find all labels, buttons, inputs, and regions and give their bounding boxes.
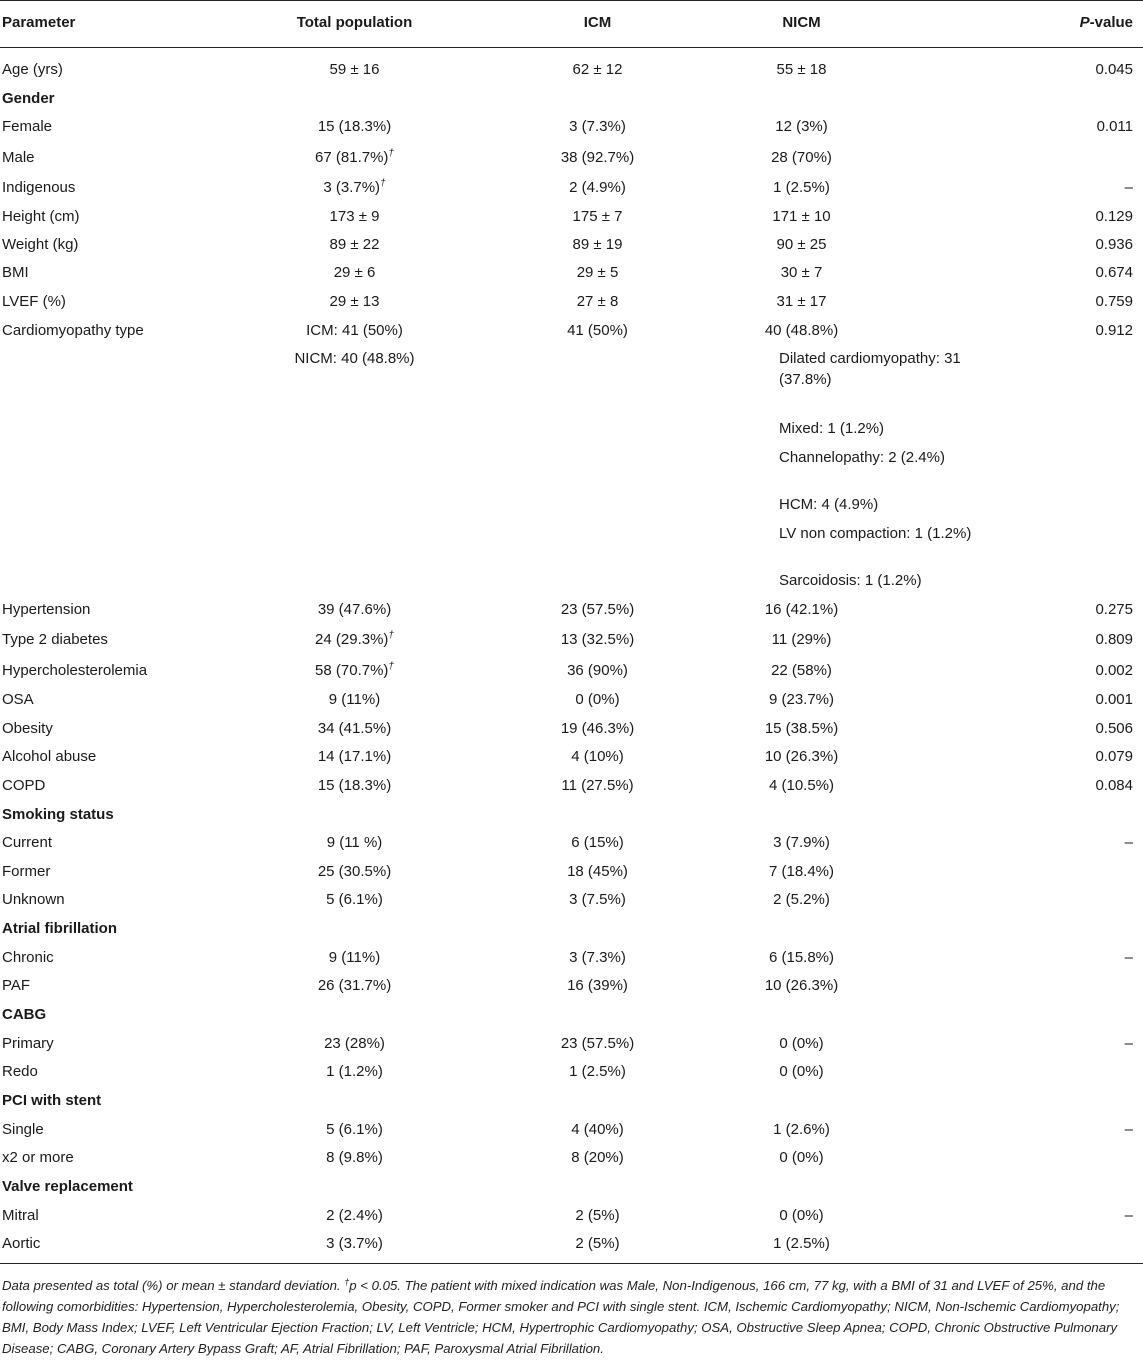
bottom-rule [0,1263,1143,1264]
icm-cell: 3 (7.5%) [569,891,626,908]
p-value-cell: 0.002 [1095,662,1133,679]
total-cell: NICM: 40 (48.8%) [294,350,415,367]
p-value-cell: 0.674 [1095,264,1133,281]
nicm-subtype-cell: Dilated cardiomyopathy: 31 (37.8%) [779,350,961,388]
total-cell: 173 ± 9 [329,208,380,225]
icm-cell: 2 (4.9%) [569,179,626,196]
section-heading: CABG [2,1006,47,1023]
total-cell: 3 (3.7%) [326,1235,383,1252]
p-value-cell: – [1124,1121,1133,1138]
icm-cell: 23 (57.5%) [560,1035,635,1052]
icm-cell: 36 (90%) [567,662,628,679]
total-value: 58 (70.7%) [315,662,389,679]
total-cell [250,660,459,681]
footnote-text-1: Data presented as total (%) or mean ± standard deviation. [2,1278,345,1293]
icm-cell: 3 (7.3%) [569,949,626,966]
footnote-text-2: p < 0.05. The patient with mixed indication was Male, Non-Indigenous, 166 cm, 77 kg, with a BMI of 31 and LVEF of 25%, and the following comorbidities: Hypertension, Hypercholesterolemia, Obesity, COPD, Former smoker and PCI with single stent. ICM, Ischemic Cardiomyopathy; NICM, Non-Ischemic Cardiomyopathy; BMI, Body Mass Index; LVEF, Left Ventricular Ejection Fraction; LV, Left Ventricle; HCM, Hypertrophic Cardiomyopathy; OSA, Obstructive Sleep Apnea; COPD, Chronic Obstructive Pulmonary Disease; CABG, Coronary Artery Bypass Graft; AF, Atrial Fibrillation; PAF, Paroxysmal Atrial Fibrillation. [2,1278,1120,1356]
nicm-cell: 6 (15.8%) [768,949,835,966]
p-value-cell: 0.084 [1095,777,1133,794]
parameter-cell: Height (cm) [2,208,80,225]
nicm-cell: 31 ± 17 [776,293,827,310]
nicm-subtype-cell: HCM: 4 (4.9%) [779,496,879,513]
parameter-cell: Weight (kg) [2,236,79,253]
parameter-cell: Indigenous [2,179,76,196]
parameter-cell: Redo [2,1063,38,1080]
total-value: 3 (3.7%) [323,179,381,196]
top-rule [0,0,1143,1]
parameter-cell: LVEF (%) [2,293,66,310]
parameter-cell: Cardiomyopathy type [2,322,144,339]
p-value-cell: – [1124,834,1133,851]
parameter-cell: Hypertension [2,601,91,618]
nicm-cell: 0 (0%) [779,1063,824,1080]
section-heading: PCI with stent [2,1092,102,1109]
icm-cell: 41 (50%) [567,322,628,339]
total-cell: 1 (1.2%) [326,1063,383,1080]
nicm-cell: 10 (26.3%) [764,748,839,765]
section-heading: Valve replacement [2,1178,133,1195]
parameter-cell: Hypercholesterolemia [2,662,148,679]
p-value-cell: 0.809 [1095,631,1133,648]
parameter-cell: Alcohol abuse [2,748,97,765]
total-cell: 9 (11%) [328,949,381,966]
icm-cell: 16 (39%) [567,977,628,994]
total-cell: 29 ± 13 [329,293,380,310]
p-value-cell: 0.912 [1095,322,1133,339]
nicm-subtype-cell: Channelopathy: 2 (2.4%) [779,449,945,466]
parameter-cell: Aortic [2,1235,41,1252]
nicm-cell: 0 (0%) [779,1207,824,1224]
parameter-cell: Age (yrs) [2,61,63,78]
header-total-population: Total population [296,14,413,31]
nicm-cell: 40 (48.8%) [764,322,839,339]
nicm-subtype-cell: LV non compaction: 1 (1.2%) [779,525,972,542]
section-heading: Smoking status [2,806,114,823]
nicm-cell: 15 (38.5%) [764,720,839,737]
table-footnote [2,1275,1140,1359]
p-value-cell: 0.079 [1095,748,1133,765]
total-value: 24 (29.3%) [315,631,389,648]
footnote-dagger: † [344,1277,350,1287]
total-cell: 2 (2.4%) [326,1207,383,1224]
section-heading: Atrial fibrillation [2,920,118,937]
nicm-cell: 11 (29%) [771,631,832,648]
parameter-cell: Mitral [2,1207,39,1224]
nicm-cell: 1 (2.5%) [773,179,830,196]
parameter-cell: Male [2,149,35,166]
total-cell: 89 ± 22 [329,236,380,253]
nicm-cell: 171 ± 10 [772,208,831,225]
p-value-cell: 0.129 [1095,208,1133,225]
parameter-cell: COPD [2,777,46,794]
total-cell: 25 (30.5%) [317,863,392,880]
parameter-cell: Chronic [2,949,54,966]
nicm-cell: 9 (23.7%) [768,691,835,708]
icm-cell: 175 ± 7 [572,208,623,225]
total-cell: 29 ± 6 [333,264,376,281]
icm-cell: 29 ± 5 [576,264,619,281]
significance-dagger: † [388,630,394,641]
significance-dagger: † [388,148,394,159]
p-value-cell: 0.045 [1095,61,1133,78]
parameter-cell: Primary [2,1035,54,1052]
icm-cell: 62 ± 12 [572,61,623,78]
total-cell: 59 ± 16 [329,61,380,78]
significance-dagger: † [380,178,386,189]
parameter-cell: x2 or more [2,1149,74,1166]
parameter-cell: Female [2,118,53,135]
parameter-cell: Unknown [2,891,65,908]
total-cell [250,177,459,198]
icm-cell: 0 (0%) [575,691,620,708]
nicm-cell: 2 (5.2%) [773,891,830,908]
parameter-cell: Type 2 diabetes [2,631,108,648]
nicm-cell: 7 (18.4%) [768,863,835,880]
icm-cell: 8 (20%) [571,1149,624,1166]
icm-cell: 2 (5%) [575,1207,620,1224]
total-cell: 23 (28%) [324,1035,385,1052]
icm-cell: 4 (40%) [571,1121,624,1138]
p-value-cell: – [1124,949,1133,966]
icm-cell: 3 (7.3%) [569,118,626,135]
icm-cell: 11 (27.5%) [561,777,634,794]
nicm-cell: 30 ± 7 [780,264,823,281]
icm-cell: 2 (5%) [575,1235,620,1252]
total-cell: 14 (17.1%) [317,748,392,765]
total-cell: 39 (47.6%) [317,601,392,618]
p-value-cell: – [1124,1207,1133,1224]
nicm-cell: 1 (2.6%) [773,1121,830,1138]
p-value-cell: – [1124,1035,1133,1052]
parameter-cell: Current [2,834,53,851]
header-parameter: Parameter [2,14,76,31]
total-value: 67 (81.7%) [315,149,389,166]
parameter-cell: BMI [2,264,29,281]
icm-cell: 19 (46.3%) [560,720,635,737]
section-heading: Gender [2,90,55,107]
p-value-cell: – [1124,179,1133,196]
p-value-cell: 0.011 [1096,118,1133,135]
parameter-cell: Obesity [2,720,53,737]
header-rule [0,47,1143,48]
p-value-cell: 0.506 [1095,720,1133,737]
nicm-cell: 10 (26.3%) [764,977,839,994]
total-cell: 9 (11 %) [326,834,383,851]
p-value-cell: 0.001 [1095,691,1133,708]
icm-cell: 18 (45%) [567,863,628,880]
total-cell [250,147,459,168]
nicm-cell: 0 (0%) [779,1035,824,1052]
icm-cell: 27 ± 8 [576,293,619,310]
total-cell: ICM: 41 (50%) [306,322,403,339]
parameter-cell: Former [2,863,51,880]
icm-cell: 4 (10%) [571,748,624,765]
nicm-cell: 4 (10.5%) [768,777,835,794]
parameter-cell: PAF [2,977,31,994]
header-nicm: NICM [782,14,821,31]
nicm-subtype-cell: Mixed: 1 (1.2%) [779,420,885,437]
total-cell: 15 (18.3%) [317,118,392,135]
icm-cell: 38 (92.7%) [560,149,635,166]
nicm-cell: 1 (2.5%) [773,1235,830,1252]
parameter-cell: Single [2,1121,44,1138]
icm-cell: 23 (57.5%) [560,601,635,618]
nicm-cell: 3 (7.9%) [773,834,830,851]
icm-cell: 13 (32.5%) [560,631,635,648]
nicm-cell: 22 (58%) [771,662,832,679]
nicm-cell: 90 ± 25 [776,236,827,253]
total-cell: 26 (31.7%) [317,977,392,994]
total-cell [250,629,459,650]
total-cell: 8 (9.8%) [326,1149,383,1166]
icm-cell: 6 (15%) [571,834,624,851]
nicm-subtype-cell: Sarcoidosis: 1 (1.2%) [779,572,922,589]
p-value-cell: 0.275 [1095,601,1133,618]
header-icm: ICM [583,14,612,31]
icm-cell: 1 (2.5%) [569,1063,626,1080]
total-cell: 34 (41.5%) [317,720,392,737]
nicm-cell: 0 (0%) [779,1149,824,1166]
nicm-cell: 55 ± 18 [776,61,827,78]
nicm-cell: 16 (42.1%) [764,601,839,618]
significance-dagger: † [388,661,394,672]
p-value-cell: 0.936 [1095,236,1133,253]
total-cell: 5 (6.1%) [326,1121,383,1138]
nicm-cell: 12 (3%) [775,118,828,135]
total-cell: 9 (11%) [328,691,381,708]
icm-cell: 89 ± 19 [572,236,623,253]
nicm-cell: 28 (70%) [771,149,832,166]
header-p-value: P-value [1079,14,1133,31]
total-cell: 5 (6.1%) [326,891,383,908]
p-value-cell: 0.759 [1095,293,1133,310]
parameter-cell: OSA [2,691,34,708]
total-cell: 15 (18.3%) [317,777,392,794]
